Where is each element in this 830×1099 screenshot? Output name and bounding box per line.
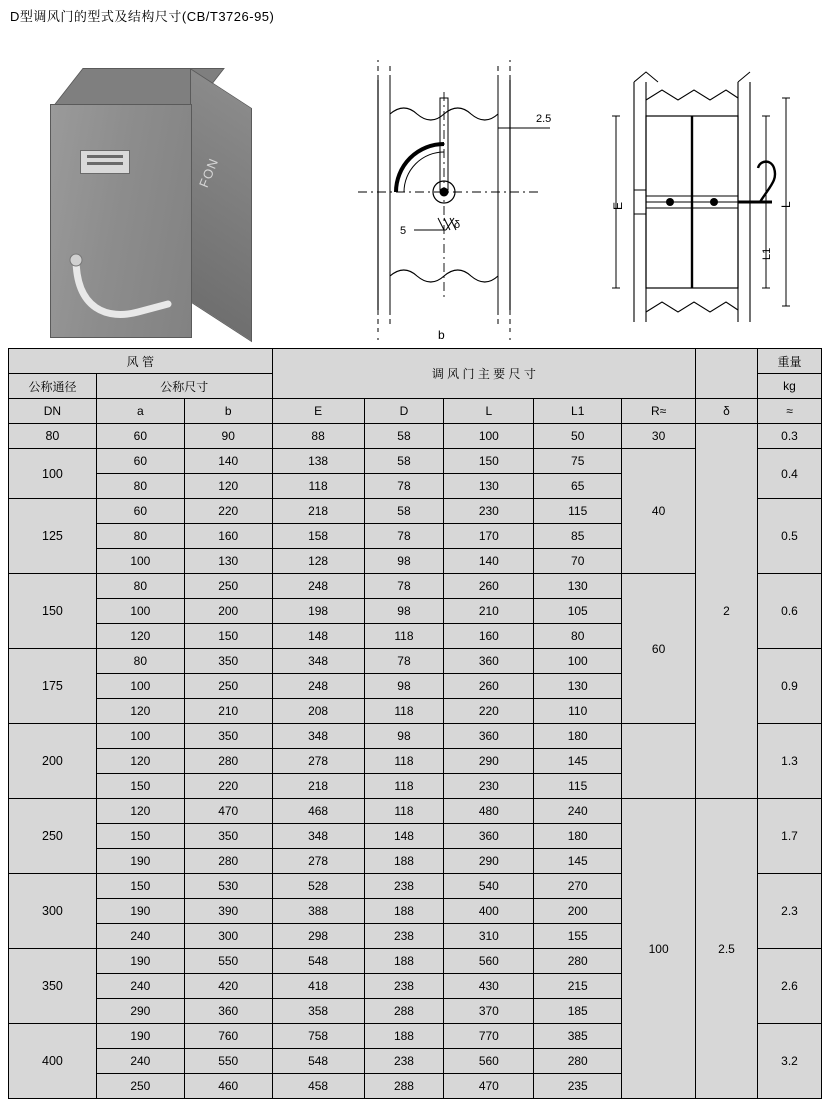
cell-D: 238 [364,874,444,899]
cell-b: 90 [184,424,272,449]
cell-E: 118 [272,474,364,499]
cell-D: 58 [364,424,444,449]
cell-D: 238 [364,1049,444,1074]
header-delta: δ [696,399,758,424]
cell-E: 128 [272,549,364,574]
cell-R: 40 [622,449,696,574]
cell-b: 220 [184,774,272,799]
header-blank-cell [696,349,758,399]
cell-a: 120 [96,699,184,724]
cell-E: 348 [272,824,364,849]
cell-dn: 150 [9,574,97,649]
perspective-side-label: FON [196,155,222,190]
front-view-width-label: b [438,328,445,340]
cell-a: 100 [96,724,184,749]
cell-E: 418 [272,974,364,999]
cell-L: 560 [444,949,534,974]
cell-E: 278 [272,749,364,774]
cell-E: 208 [272,699,364,724]
cell-b: 280 [184,849,272,874]
cell-L1: 155 [534,924,622,949]
cell-a: 80 [96,574,184,599]
cell-L1: 145 [534,849,622,874]
cell-D: 58 [364,499,444,524]
cell-D: 58 [364,449,444,474]
cell-R: 100 [622,799,696,1099]
cell-b: 200 [184,599,272,624]
cell-L1: 385 [534,1024,622,1049]
cell-L1: 50 [534,424,622,449]
cell-D: 98 [364,674,444,699]
cell-a: 80 [96,524,184,549]
cell-L: 400 [444,899,534,924]
cell-L: 100 [444,424,534,449]
cell-a: 190 [96,1024,184,1049]
cell-L: 230 [444,774,534,799]
cell-weight: 2.3 [757,874,821,949]
cell-L: 480 [444,799,534,824]
cell-a: 150 [96,874,184,899]
cell-dn: 300 [9,874,97,949]
cell-b: 150 [184,624,272,649]
cell-E: 278 [272,849,364,874]
cell-L1: 130 [534,574,622,599]
cell-L: 150 [444,449,534,474]
cell-b: 250 [184,574,272,599]
cell-b: 550 [184,1049,272,1074]
table-row [9,424,822,449]
cell-a: 250 [96,1074,184,1099]
side-view-E-label: E [611,201,625,210]
front-view-weld-number: 5 [400,225,407,237]
cell-dn: 200 [9,724,97,799]
cell-L: 560 [444,1049,534,1074]
cell-E: 358 [272,999,364,1024]
cell-L1: 280 [534,949,622,974]
cell-weight: 2.6 [757,949,821,1024]
cell-D: 118 [364,799,444,824]
cell-b: 530 [184,874,272,899]
spec-table-wrap [8,348,822,1099]
cell-L: 170 [444,524,534,549]
cell-weight: 0.6 [757,574,821,649]
cell-L: 360 [444,824,534,849]
cell-L: 290 [444,849,534,874]
cell-E: 528 [272,874,364,899]
cell-a: 120 [96,749,184,774]
cell-a: 100 [96,549,184,574]
cell-b: 760 [184,1024,272,1049]
header-weight-approx: ≈ [757,399,821,424]
cell-b: 130 [184,549,272,574]
cell-L1: 200 [534,899,622,924]
cell-L: 130 [444,474,534,499]
cell-a: 190 [96,899,184,924]
cell-b: 250 [184,674,272,699]
header-duct-group: 风 管 [9,349,273,374]
spec-table [8,348,822,1099]
cell-L: 360 [444,649,534,674]
cell-a: 150 [96,774,184,799]
cell-L1: 105 [534,599,622,624]
cell-delta: 2 [696,424,758,799]
cell-D: 118 [364,774,444,799]
cell-L1: 70 [534,549,622,574]
cell-L: 160 [444,624,534,649]
cell-D: 98 [364,724,444,749]
cell-b: 470 [184,799,272,824]
front-view-weld-symbol: δ [454,219,461,231]
cell-E: 548 [272,1049,364,1074]
cell-dn: 400 [9,1024,97,1099]
header-weight-unit: kg [757,374,821,399]
front-view-thickness-label: 2.5 [536,113,552,125]
cell-L1: 215 [534,974,622,999]
cell-L: 310 [444,924,534,949]
cell-a: 100 [96,674,184,699]
cell-weight: 0.3 [757,424,821,449]
cell-D: 118 [364,624,444,649]
cell-D: 288 [364,999,444,1024]
cell-L1: 180 [534,724,622,749]
cell-a: 60 [96,424,184,449]
cell-b: 120 [184,474,272,499]
cell-D: 148 [364,824,444,849]
cell-D: 98 [364,599,444,624]
cell-L1: 235 [534,1074,622,1099]
header-nominal-size: 公称尺寸 [96,374,272,399]
cell-L1: 185 [534,999,622,1024]
cell-b: 420 [184,974,272,999]
header-L1: L1 [534,399,622,424]
cell-E: 298 [272,924,364,949]
cell-L1: 145 [534,749,622,774]
cell-L: 370 [444,999,534,1024]
cell-L1: 115 [534,499,622,524]
cell-D: 238 [364,924,444,949]
cell-L1: 85 [534,524,622,549]
cell-D: 118 [364,699,444,724]
cell-R: 60 [622,574,696,724]
cell-E: 148 [272,624,364,649]
cell-D: 288 [364,1074,444,1099]
header-b: b [184,399,272,424]
cell-E: 458 [272,1074,364,1099]
cell-E: 88 [272,424,364,449]
cell-L1: 270 [534,874,622,899]
side-view-L1-label: L1 [761,247,773,260]
cell-L1: 65 [534,474,622,499]
header-dn: DN [9,399,97,424]
cell-L1: 280 [534,1049,622,1074]
table-body [9,424,822,1099]
figure-front-view [350,40,590,340]
cell-b: 210 [184,699,272,724]
cell-weight: 0.5 [757,499,821,574]
cell-D: 78 [364,524,444,549]
figure-area [0,30,830,340]
cell-a: 240 [96,974,184,999]
figure-perspective-view [50,68,250,338]
cell-L1: 75 [534,449,622,474]
cell-E: 198 [272,599,364,624]
cell-L: 230 [444,499,534,524]
cell-weight: 3.2 [757,1024,821,1099]
cell-E: 218 [272,774,364,799]
table-header-row-3 [9,399,822,424]
cell-a: 100 [96,599,184,624]
cell-dn: 350 [9,949,97,1024]
cell-dn: 250 [9,799,97,874]
cell-b: 160 [184,524,272,549]
box-side-face [190,68,252,342]
table-head [9,349,822,424]
cell-a: 240 [96,1049,184,1074]
figure-side-view [610,40,820,340]
cell-b: 390 [184,899,272,924]
cell-L1: 180 [534,824,622,849]
cell-R [622,724,696,799]
cell-D: 78 [364,474,444,499]
table-header-row-1 [9,349,822,374]
cell-a: 190 [96,949,184,974]
cell-D: 78 [364,649,444,674]
cell-a: 80 [96,474,184,499]
header-L: L [444,399,534,424]
cell-weight: 0.4 [757,449,821,499]
cell-dn: 80 [9,424,97,449]
cell-E: 548 [272,949,364,974]
header-main-dims: 调 风 门 主 要 尺 寸 [272,349,695,399]
cell-E: 158 [272,524,364,549]
header-E: E [272,399,364,424]
side-view-L-label: L [779,201,793,208]
cell-L: 220 [444,699,534,724]
cell-a: 60 [96,449,184,474]
cell-L: 290 [444,749,534,774]
cell-E: 218 [272,499,364,524]
cell-a: 120 [96,624,184,649]
cell-dn: 100 [9,449,97,499]
header-D: D [364,399,444,424]
header-a: a [96,399,184,424]
header-weight: 重量 [757,349,821,374]
cell-E: 248 [272,574,364,599]
cell-L: 430 [444,974,534,999]
cell-L1: 110 [534,699,622,724]
cell-L: 260 [444,574,534,599]
cell-weight: 1.7 [757,799,821,874]
cell-D: 98 [364,549,444,574]
header-R: R≈ [622,399,696,424]
cell-b: 350 [184,724,272,749]
cell-L: 210 [444,599,534,624]
cell-D: 188 [364,849,444,874]
cell-D: 238 [364,974,444,999]
cell-E: 138 [272,449,364,474]
table-row [9,799,822,824]
cell-a: 190 [96,849,184,874]
cell-E: 388 [272,899,364,924]
cell-a: 60 [96,499,184,524]
cell-L: 140 [444,549,534,574]
cell-L: 470 [444,1074,534,1099]
cell-b: 350 [184,824,272,849]
cell-b: 140 [184,449,272,474]
cell-a: 240 [96,924,184,949]
cell-R: 30 [622,424,696,449]
cell-L: 260 [444,674,534,699]
cell-b: 220 [184,499,272,524]
cell-delta: 2.5 [696,799,758,1099]
cell-b: 460 [184,1074,272,1099]
cell-L1: 115 [534,774,622,799]
cell-weight: 1.3 [757,724,821,799]
cell-D: 118 [364,749,444,774]
cell-E: 468 [272,799,364,824]
cell-E: 348 [272,649,364,674]
cell-b: 300 [184,924,272,949]
cell-L1: 80 [534,624,622,649]
cell-dn: 175 [9,649,97,724]
cell-a: 150 [96,824,184,849]
cell-b: 350 [184,649,272,674]
cell-weight: 0.9 [757,649,821,724]
page-title: D型调风门的型式及结构尺寸(CB/T3726-95) [10,9,275,24]
cell-L: 540 [444,874,534,899]
cell-dn: 125 [9,499,97,574]
cell-L: 770 [444,1024,534,1049]
cell-E: 348 [272,724,364,749]
cell-L1: 100 [534,649,622,674]
cell-L1: 130 [534,674,622,699]
nameplate [80,150,130,174]
cell-L: 360 [444,724,534,749]
cell-D: 188 [364,899,444,924]
cell-b: 550 [184,949,272,974]
cell-D: 188 [364,1024,444,1049]
cell-E: 248 [272,674,364,699]
handle-curve-icon [68,250,178,342]
cell-b: 280 [184,749,272,774]
cell-E: 758 [272,1024,364,1049]
cell-a: 80 [96,649,184,674]
cell-a: 120 [96,799,184,824]
cell-L1: 240 [534,799,622,824]
cell-a: 290 [96,999,184,1024]
cell-b: 360 [184,999,272,1024]
header-nominal-dia: 公称通径 [9,374,97,399]
cell-D: 188 [364,949,444,974]
cell-D: 78 [364,574,444,599]
